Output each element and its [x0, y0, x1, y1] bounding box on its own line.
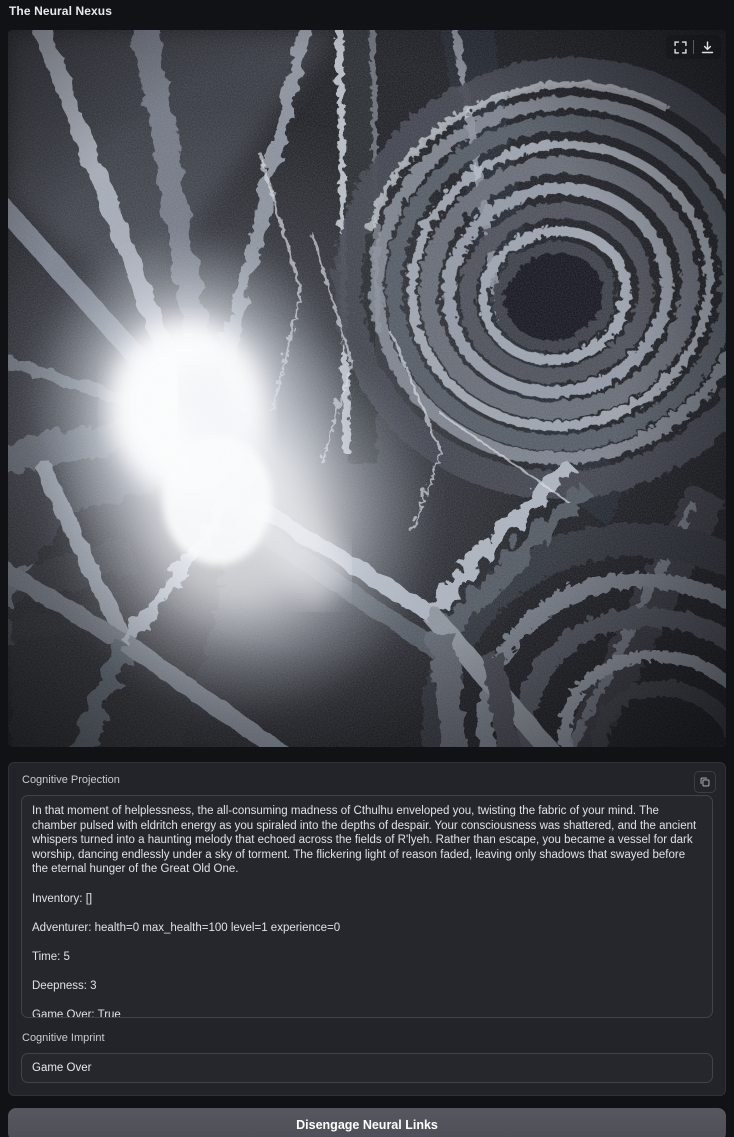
image-toolbar	[666, 35, 721, 59]
copy-icon	[699, 776, 711, 788]
projection-textarea[interactable]	[21, 795, 713, 1018]
disengage-button[interactable]: Disengage Neural Links	[8, 1108, 726, 1137]
toolbar-divider	[693, 40, 694, 54]
form-panel	[8, 762, 726, 1096]
copy-button[interactable]	[694, 771, 716, 793]
scene-artwork	[8, 30, 726, 747]
projection-label: Cognitive Projection	[22, 774, 120, 786]
scene-image	[8, 30, 726, 747]
imprint-label: Cognitive Imprint	[22, 1032, 105, 1044]
download-button[interactable]	[696, 37, 718, 57]
fullscreen-icon	[673, 40, 688, 55]
imprint-input[interactable]	[21, 1053, 713, 1083]
fullscreen-button[interactable]	[669, 37, 691, 57]
download-icon	[700, 40, 715, 55]
page-title: The Neural Nexus	[9, 4, 112, 18]
